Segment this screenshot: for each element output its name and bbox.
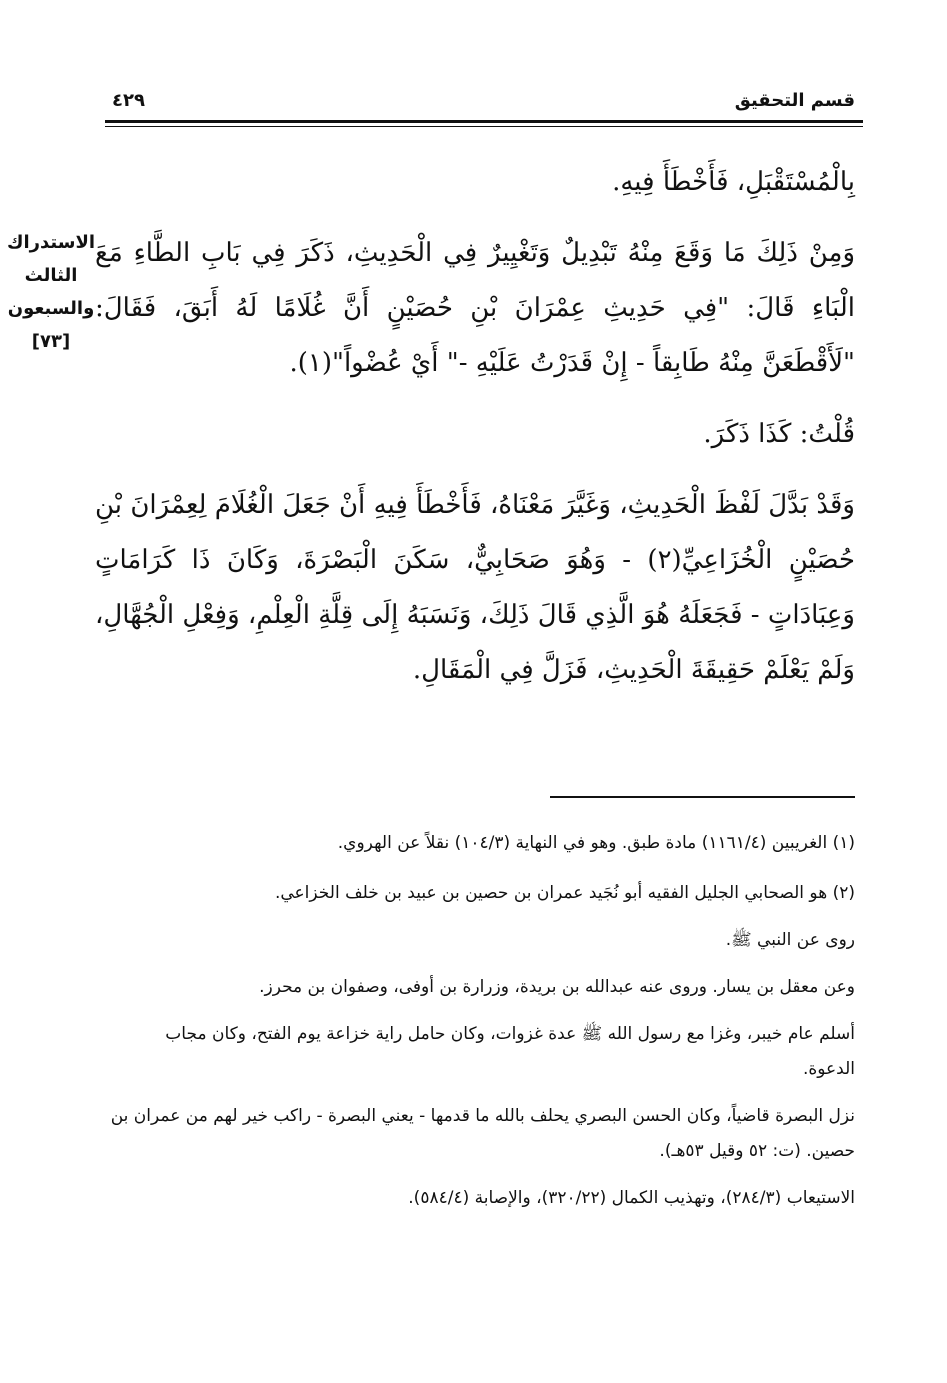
footnote-2: (٢) هو الصحابي الجليل الفقيه أبو نُجَيد عمران بن حصين بن عبيد بن خلف الخزاعي.: [274, 883, 855, 903]
margin-note-line-1: الاستدراك: [6, 232, 96, 253]
page-number: ٤٢٩: [112, 90, 145, 111]
footnote-2-biography: أسلم عام خيبر، وغزا مع رسول الله ﷺ عدة غزوات، وكان حامل راية خزاعة يوم الفتح، وكان مجاب الدعوة.: [165, 1024, 855, 1079]
footnote-2-sources: الاستيعاب (٢٨٤/٣)، وتهذيب الكمال (٣٢٠/٢٢)، والإصابة (٥٨٤/٤).: [408, 1188, 855, 1208]
footnotes: [110, 826, 855, 1228]
paragraph-3: قُلْتُ: كَذَا ذَكَرَ.: [703, 419, 855, 449]
main-text: [95, 155, 855, 698]
paragraph-2: وَمِنْ ذَلِكَ مَا وَقَعَ مِنْهُ تَبْدِيلٌ وَتَغْيِيرٌ فِي الْحَدِيثِ، ذَكَرَ فِي بَابِ الطَّاءِ مَعَ الْبَاءِ قَالَ: "فِي حَدِيثِ عِمْرَانَ بْنِ حُصَيْنٍ أَنَّ غُلَامًا لَهُ أَبَقَ، فَقَالَ: "لَأَقْطَعَنَّ مِنْهُ طَابِقاً - إِنْ قَدَرْتُ عَلَيْهِ -" أَيْ عُضْواً"(١).: [95, 238, 855, 378]
header-rule-thin: [105, 126, 863, 127]
paragraph-1: بِالْمُسْتَقْبَلِ، فَأَخْطَأَ فِيهِ.: [612, 167, 855, 197]
margin-note-line-4: [٧٣]: [31, 331, 71, 352]
footnote-2-transmitters: وعن معقل بن يسار. وروى عنه عبدالله بن بريدة، وزرارة بن أوفى، وصفوان بن محرز.: [259, 977, 855, 997]
section-title: قسم التحقيق: [734, 90, 855, 111]
footnote-separator: [550, 796, 855, 798]
footnote-2-narrators: روى عن النبي ﷺ.: [725, 930, 855, 950]
paragraph-4: وَقَدْ بَدَّلَ لَفْظَ الْحَدِيثِ، وَغَيَّرَ مَعْنَاهُ، فَأَخْطَأَ فِيهِ أَنْ جَعَلَ الْغُلَامَ لِعِمْرَانَ بْنِ حُصَيْنٍ الْخُزَاعِيِّ(٢) - وَهُوَ صَحَابِيٌّ، سَكَنَ الْبَصْرَةَ، وَكَانَ ذَا كَرَامَاتٍ وَعِبَادَاتٍ - فَجَعَلَهُ هُوَ الَّذِي قَالَ ذَلِكَ، وَنَسَبَهُ إِلَى قِلَّةِ الْعِلْمِ، وَفِعْلِ الْجُهَّالِ، وَلَمْ يَعْلَمْ حَقِيقَةَ الْحَدِيثِ، فَزَلَّ فِي الْمَقَالِ.: [95, 490, 855, 685]
footnote-2-basra: نزل البصرة قاضياً، وكان الحسن البصري يحلف بالله ما قدمها - يعني البصرة - راكب خير لهم من عمران بن حصين. (ت: ٥٢ وقيل ٥٣هـ).: [110, 1106, 855, 1161]
margin-note-line-2: الثالث: [24, 265, 78, 286]
footnote-1: (١) الغريبين (١١٦١/٤) مادة طبق. وهو في النهاية (١٠٤/٣) نقلاً عن الهروي.: [337, 833, 855, 853]
margin-note: [5, 226, 97, 358]
header-rule: [105, 120, 863, 123]
margin-note-line-3: والسبعون: [7, 298, 95, 319]
